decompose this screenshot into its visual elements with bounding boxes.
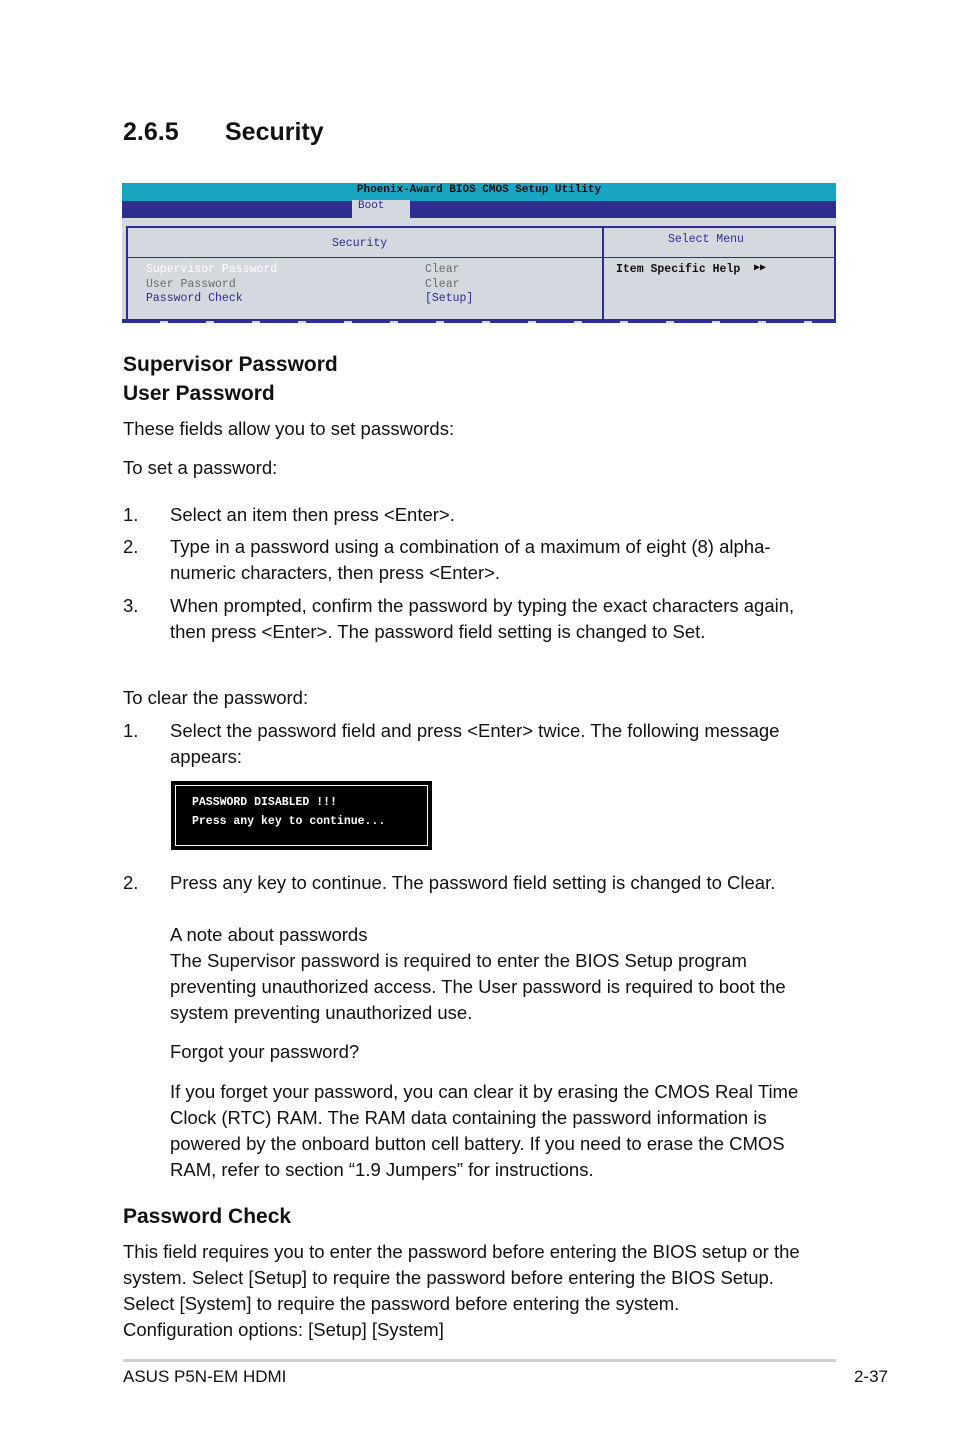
step-number: 2. (123, 536, 139, 557)
bios-item-supervisor-password[interactable]: Supervisor Password (146, 263, 278, 276)
bios-bottom-border (122, 319, 836, 323)
footer-product-name: ASUS P5N-EM HDMI (123, 1367, 287, 1386)
step-text: Press any key to continue. The password field setting is changed to Clear. (170, 872, 776, 893)
section-number: 2.6.5 (123, 118, 179, 146)
footer-rule (123, 1359, 836, 1362)
bios-help-panel (602, 226, 836, 321)
heading-supervisor-password: Supervisor Password (123, 353, 338, 376)
set-password-intro: To set a password: (123, 457, 278, 478)
step-number: 3. (123, 595, 139, 616)
forgot-line: If you forget your password, you can clear it by erasing the CMOS Real Time (170, 1081, 799, 1102)
password-check-line: Configuration options: [Setup] [System] (123, 1319, 444, 1340)
message-line: PASSWORD DISABLED !!! (192, 796, 337, 809)
bios-help-text: Item Specific Help (616, 263, 741, 276)
forgot-line: RAM, refer to section “1.9 Jumpers” for instructions. (170, 1159, 594, 1180)
password-check-line: This field requires you to enter the password before entering the BIOS setup or the (123, 1241, 800, 1262)
intro-text: These fields allow you to set passwords: (123, 418, 455, 439)
bios-menu-bar (122, 201, 836, 218)
bios-value-supervisor-password: Clear (425, 263, 460, 276)
note-line: The Supervisor password is required to enter the BIOS Setup program (170, 950, 747, 971)
bios-panel-header (128, 228, 602, 258)
heading-password-check: Password Check (123, 1205, 292, 1228)
bios-tab-boot[interactable]: Boot (352, 200, 410, 220)
step-number: 1. (123, 720, 139, 741)
forgot-line: Clock (RTC) RAM. The RAM data containing the password information is (170, 1107, 767, 1128)
section-title: Security (225, 118, 324, 146)
step-text: appears: (170, 746, 242, 767)
password-check-line: Select [System] to require the password before entering the system. (123, 1293, 680, 1314)
bios-utility-title: Phoenix-Award BIOS CMOS Setup Utility (356, 184, 602, 196)
bios-title-bar (122, 183, 836, 201)
step-number: 2. (123, 872, 139, 893)
step-text: Select an item then press <Enter>. (170, 504, 455, 525)
clear-password-intro: To clear the password: (123, 687, 309, 708)
note-line: preventing unauthorized access. The User password is required to boot the (170, 976, 786, 997)
note-title: A note about passwords (170, 924, 368, 945)
footer-page-number: 2-37 (853, 1367, 888, 1386)
step-text: then press <Enter>. The password field setting is changed to Set. (170, 621, 706, 642)
bios-value-password-check[interactable]: [Setup] (425, 292, 474, 305)
heading-user-password: User Password (123, 382, 275, 405)
bios-settings-panel (126, 226, 602, 321)
bios-item-password-check[interactable]: Password Check (146, 292, 243, 305)
bios-help-header (604, 228, 834, 258)
step-text: Type in a password using a combination of a maximum of eight (8) alpha- (170, 536, 771, 557)
bios-item-user-password[interactable]: User Password (146, 278, 236, 291)
note-line: system preventing unauthorized use. (170, 1002, 473, 1023)
message-line: Press any key to continue... (192, 815, 386, 828)
step-text: Select the password field and press <Enter> twice. The following message (170, 720, 780, 741)
bios-panel-title: Security (332, 237, 388, 250)
step-number: 1. (123, 504, 139, 525)
forgot-line: powered by the onboard button cell battery. If you need to erase the CMOS (170, 1133, 785, 1154)
double-arrow-icon: ▶▶ (754, 263, 767, 274)
bios-screenshot (122, 183, 836, 323)
bios-value-user-password: Clear (425, 278, 460, 291)
bios-help-title: Select Menu (668, 233, 744, 246)
step-text: When prompted, confirm the password by typing the exact characters again, (170, 595, 795, 616)
step-text: numeric characters, then press <Enter>. (170, 562, 501, 583)
password-check-line: system. Select [Setup] to require the password before entering the BIOS Setup. (123, 1267, 774, 1288)
forgot-title: Forgot your password? (170, 1041, 360, 1062)
password-disabled-message (171, 781, 432, 850)
